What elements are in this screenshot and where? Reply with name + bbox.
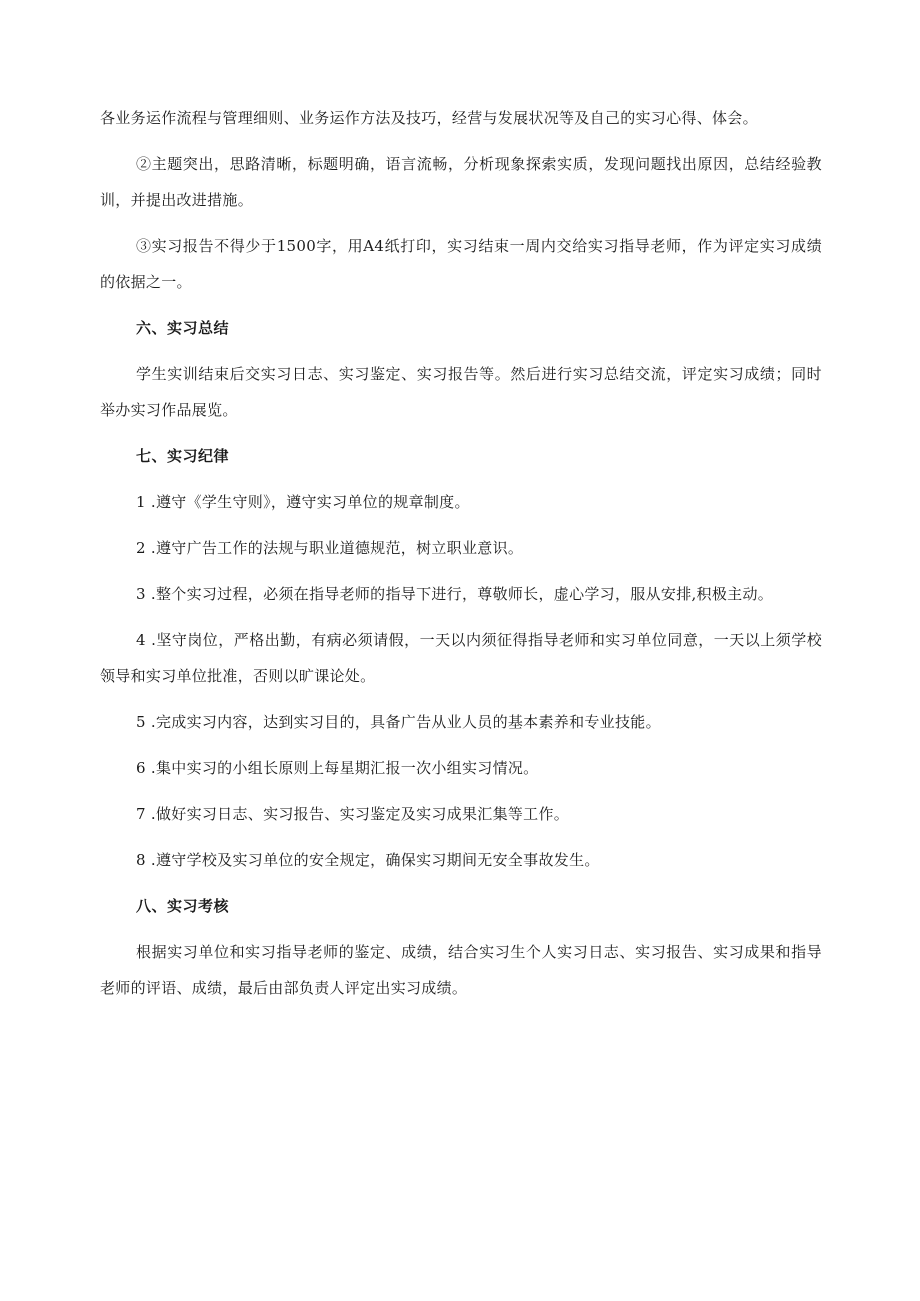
item-text: 整个实习过程，必须在指导老师的指导下进行，尊敬师长，虚心学习，服从安排,积极主动。 — [155, 585, 774, 603]
section-6-body: 学生实训结束后交实习日志、实习鉴定、实习报告等。然后进行实习总结交流，评定实习成绩；同时举办实习作品展览。 — [100, 365, 822, 419]
item-text: 遵守《学生守则》，遵守实习单位的规章制度。 — [155, 493, 470, 511]
discipline-item-1 — [100, 484, 822, 520]
requirement-3-paragraph: ③实习报告不得少于1500字，用A4纸打印，实习结束一周内交给实习指导老师，作为评定实习成绩的依据之一。 — [100, 237, 822, 291]
discipline-item-7 — [100, 796, 822, 832]
discipline-item-6 — [100, 750, 822, 786]
item-number: 8 . — [136, 851, 156, 869]
discipline-item-5 — [100, 704, 822, 740]
intro-continuation-paragraph: 各业务运作流程与管理细则、业务运作方法及技巧，经营与发展状况等及自己的实习心得、体会。 — [100, 109, 758, 127]
item-number: 5 . — [136, 713, 156, 731]
item-text: 遵守广告工作的法规与职业道德规范，树立职业意识。 — [155, 539, 524, 557]
item-text: 完成实习内容，达到实习目的，具备广告从业人员的基本素养和专业技能。 — [155, 713, 661, 731]
document-body — [100, 100, 822, 1016]
requirement-2-paragraph: ②主题突出，思路清晰，标题明确，语言流畅，分析现象探索实质，发现问题找出原因，总结经验教训，并提出改进措施。 — [100, 155, 822, 209]
discipline-item-2 — [100, 530, 822, 566]
section-6-heading: 六、实习总结 — [136, 319, 230, 337]
item-text: 集中实习的小组长原则上每星期汇报一次小组实习情况。 — [155, 759, 539, 777]
section-8-heading: 八、实习考核 — [136, 897, 230, 915]
item-number: 7 . — [136, 805, 156, 823]
item-number: 1 . — [136, 493, 156, 511]
section-8-body: 根据实习单位和实习指导老师的鉴定、成绩，结合实习生个人实习日志、实习报告、实习成果和指导老师的评语、成绩，最后由部负责人评定出实习成绩。 — [100, 943, 822, 997]
discipline-item-4 — [100, 622, 822, 694]
item-number: 2 . — [136, 539, 156, 557]
discipline-item-3 — [100, 576, 822, 612]
section-7-heading: 七、实习纪律 — [136, 447, 230, 465]
item-number: 4 . — [136, 631, 157, 649]
item-text: 坚守岗位，严格出勤，有病必须请假，一天以内须征得指导老师和实习单位同意，一天以上须学校领导和实习单位批准，否则以旷课论处。 — [100, 631, 823, 685]
item-text: 遵守学校及实习单位的安全规定，确保实习期间无安全事故发生。 — [155, 851, 600, 869]
item-number: 6 . — [136, 759, 156, 777]
item-number: 3 . — [136, 585, 156, 603]
item-text: 做好实习日志、实习报告、实习鉴定及实习成果汇集等工作。 — [155, 805, 570, 823]
discipline-item-8 — [100, 842, 822, 878]
